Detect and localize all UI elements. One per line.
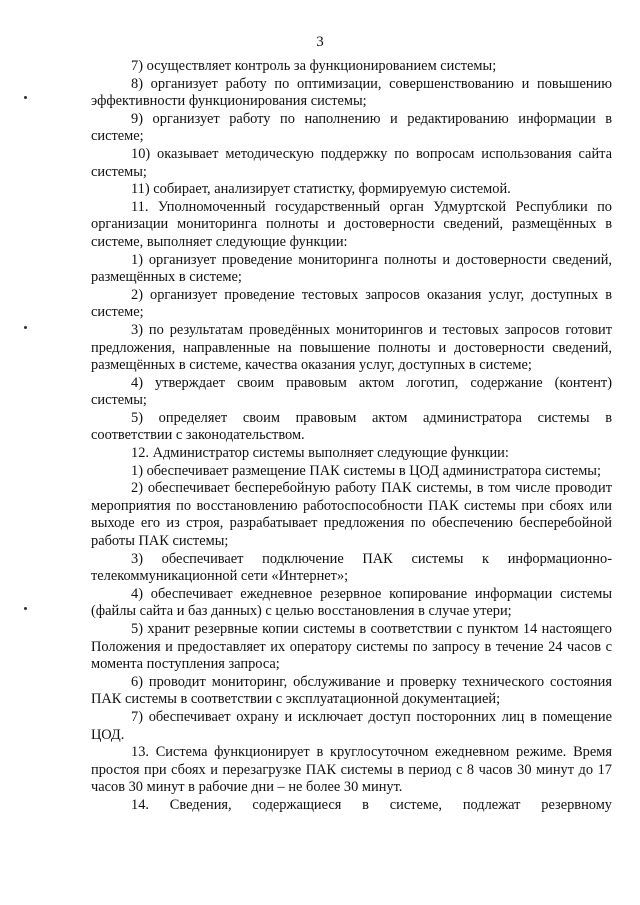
paragraph: 10) оказывает методическую поддержку по вопросам использования сайта системы; [91,145,612,180]
paragraph: 14. Сведения, содержащиеся в системе, подлежат резервному [131,796,612,813]
margin-mark [24,326,27,329]
paragraph: 5) хранит резервные копии системы в соответствии с пунктом 14 настоящего Положения и предоставляет их оператору системы по запросу в течение 24 часов с момента поступления запроса; [91,621,612,673]
paragraph: 2) обеспечивает бесперебойную работу ПАК системы, в том числе проводит мероприятия по восстановлению работоспособности ПАК системы при сбоях или выходе его из строя, разрабатывает предложения по обеспечению бесперебойной работы ПАК системы; [91,480,612,550]
paragraph: 8) организует работу по оптимизации, совершенствованию и повышению эффективности функционирования системы; [91,75,612,110]
paragraph: 9) организует работу по наполнению и редактированию информации в системе; [91,110,612,145]
margin-mark [24,96,27,99]
margin-mark [24,607,27,610]
paragraph: 12. Администратор системы выполняет следующие функции: [131,445,509,462]
paragraph: 6) проводит мониторинг, обслуживание и проверку технического состояния ПАК системы в соответствии с эксплуатационной документацией; [91,673,612,708]
paragraph: 5) определяет своим правовым актом администратора системы в соответствии с законодательством. [91,409,612,444]
paragraph: 7) осуществляет контроль за функционированием системы; [131,58,497,74]
paragraph: 1) организует проведение мониторинга полноты и достоверности сведений, размещённых в системе; [91,251,612,286]
paragraph: 4) утверждает своим правовым актом логотип, содержание (контент) системы; [91,374,612,409]
paragraph: 13. Система функционирует в круглосуточном ежедневном режиме. Время простоя при сбоях и перезагрузке ПАК системы в период с 8 часов 30 минут до 17 часов 30 минут в рабочие дни – не более 30 минут. [91,744,612,796]
paragraph: 1) обеспечивает размещение ПАК системы в ЦОД администратора системы; [131,462,601,479]
paragraph: 3) обеспечивает подключение ПАК системы к информационно-телекоммуникационной сети «Интернет»; [91,550,612,585]
paragraph: 3) по результатам проведённых мониторингов и тестовых запросов готовит предложения, направленные на повышение полноты и достоверности сведений, размещённых в системе, качества оказания услуг, доступных в системе; [91,321,612,374]
paragraph: 11) собирает, анализирует статистку, формируемую системой. [131,181,511,198]
paragraph: 7) обеспечивает охрану и исключает доступ посторонних лиц в помещение ЦОД. [91,708,612,743]
document-body [91,58,612,815]
paragraph: 2) организует проведение тестовых запросов оказания услуг, доступных в системе; [91,286,612,321]
page-number: 3 [316,34,324,50]
paragraph: 4) обеспечивает ежедневное резервное копирование информации системы (файлы сайта и баз данных) с целью восстановления в случае утери; [91,585,612,620]
paragraph: 11. Уполномоченный государственный орган Удмуртской Республики по организации мониторинга полноты и достоверности сведений, размещённых в системе, выполняет следующие функции: [91,198,612,250]
